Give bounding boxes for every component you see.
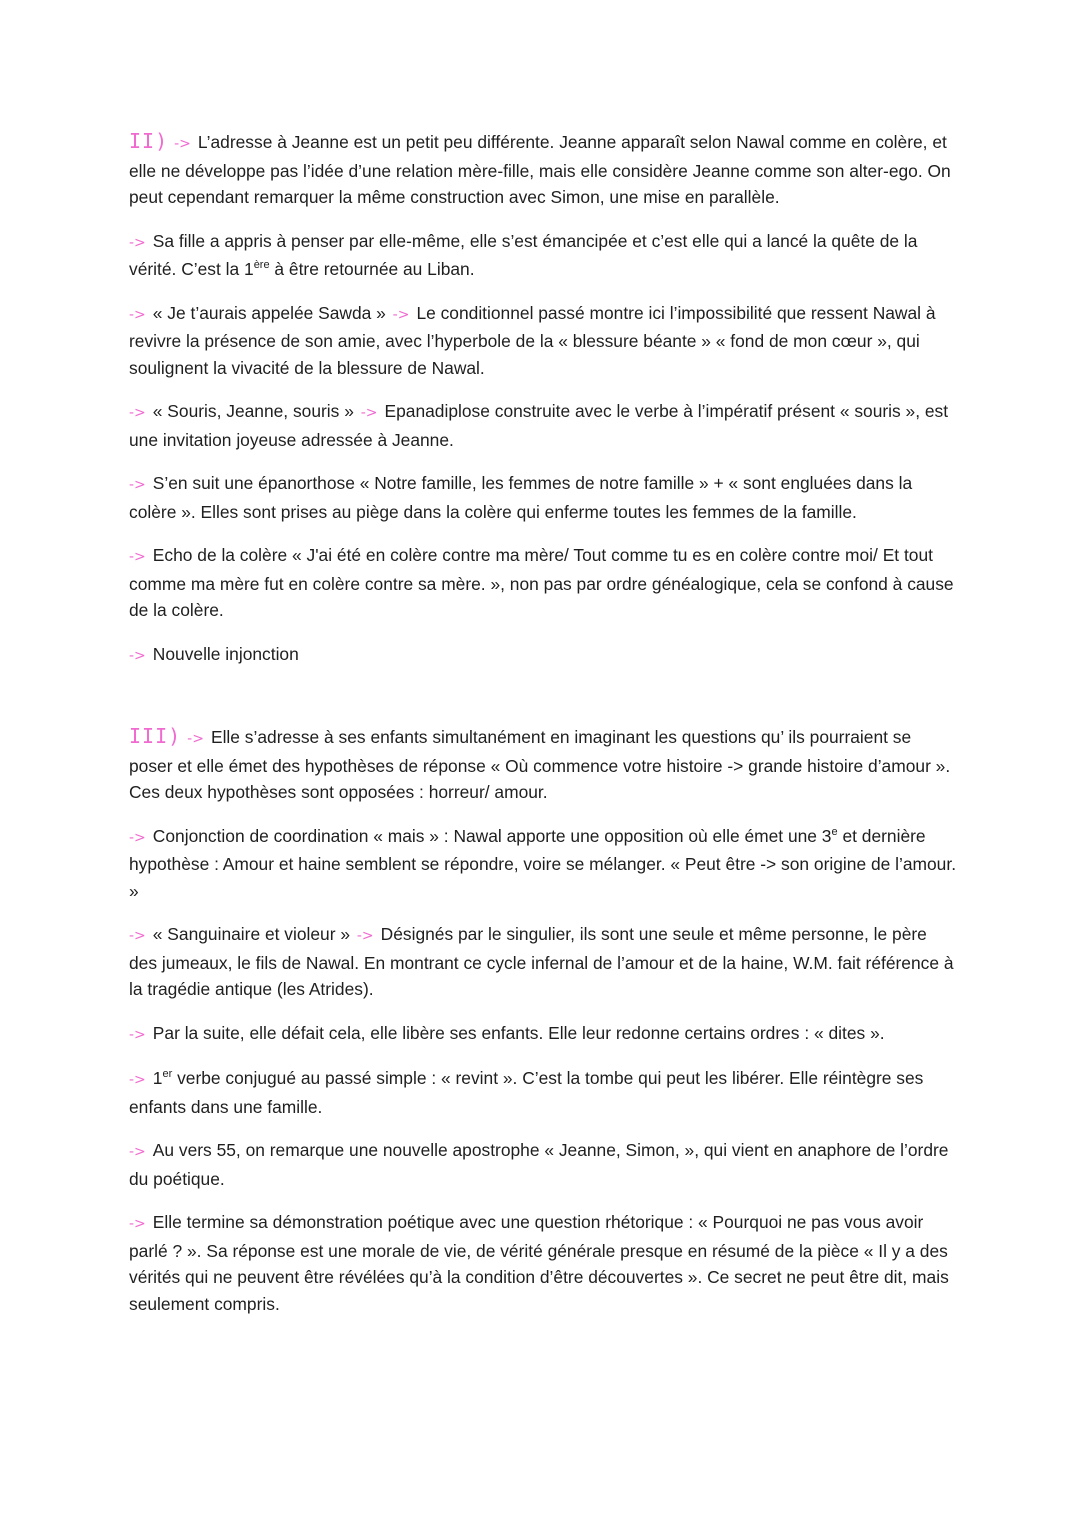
arrow-icon: -> (129, 306, 146, 323)
bullet-paragraph: -> « Sanguinaire et violeur » -> Désignés par le singulier, ils sont une seule et même personne, le père des jumeaux, le fils de Nawal. En montrant ce cycle infernal de l’amour et de la haine, W.M. fait référence à la tragédie antique (les Atrides). (129, 924, 954, 999)
document-page (129, 128, 957, 1334)
section-intro: III) -> Elle s’adresse à ses enfants simultanément en imaginant les questions qu’ ils pourraient se poser et elle émet des hypothèses de réponse « Où commence votre histoire -> grande histoire d’amour ». Ces deux hypothèses sont opposées : horreur/ amour. (129, 724, 951, 802)
arrow-icon: -> (129, 647, 146, 664)
arrow-icon: -> (129, 405, 146, 421)
section-iii (129, 723, 957, 1317)
bullet-paragraph: -> S’en suit une épanorthose « Notre famille, les femmes de notre famille » + « sont engluées dans la colère ». Elles sont prises au piège dans la colère qui enferme toutes les femmes de la famille. (129, 473, 913, 522)
section-intro: II) -> L’adresse à Jeanne est un petit peu différente. Jeanne apparaît selon Nawal comme en colère, et elle ne développe pas l’idée d’une relation mère-fille, mais elle considère Jeanne comme son alter-ego. On peut cependant remarquer la même construction avec Simon, une mise en parallèle. (129, 129, 951, 207)
arrow-icon: -> (129, 1026, 146, 1043)
bullet-paragraph: -> Au vers 55, on remarque une nouvelle apostrophe « Jeanne, Simon, », qui vient en anaphore de l’ordre du poétique. (129, 1140, 949, 1189)
bullet-paragraph: -> « Je t’aurais appelée Sawda » -> Le conditionnel passé montre ici l’impossibilité que ressent Nawal à revivre la présence de son amie, avec l’hyperbole de la « blessure béante » « fond de mon cœur », qui soulignent la vivacité de la blessure de Nawal. (129, 302, 936, 378)
arrow-icon: -> (187, 731, 204, 747)
arrow-icon: -> (129, 549, 146, 565)
arrow-icon: -> (129, 477, 146, 493)
arrow-icon: -> (129, 1216, 146, 1232)
arrow-icon: -> (129, 928, 146, 944)
arrow-icon: -> (129, 234, 146, 251)
section-numeral: III) (129, 724, 182, 748)
arrow-icon: -> (129, 1072, 146, 1088)
bullet-paragraph: -> Echo de la colère « J'ai été en colère contre ma mère/ Tout comme tu es en colère contre moi/ Et tout comme ma mère fut en colère contre sa mère. », non pas par ordre généalogique, cela se confond à cause de la colère. (129, 545, 954, 620)
bullet-paragraph: -> Par la suite, elle défait cela, elle libère ses enfants. Elle leur redonne certains ordres : « dites ». (129, 1022, 885, 1043)
bullet-paragraph: -> Conjonction de coordination « mais » : Nawal apporte une opposition où elle émet une 3e et dernière hypothèse : Amour et haine semblent se répondre, voire se mélanger. « Peut être -> son origine de l’amour. » (129, 825, 957, 901)
section-ii (129, 128, 957, 669)
arrow-icon: -> (392, 306, 410, 323)
arrow-icon: -> (129, 1144, 146, 1160)
bullet-paragraph: -> Nouvelle injonction (129, 643, 299, 664)
bullet-paragraph: -> 1er verbe conjugué au passé simple : « revint ». C’est la tombe qui peut les libérer. Elle réintègre ses enfants dans une famille. (129, 1068, 924, 1117)
arrow-icon: -> (129, 829, 146, 846)
bullet-paragraph: -> Sa fille a appris à penser par elle-même, elle s’est émancipée et c’est elle qui a lancé la quête de la vérité. C’est la 1ère à être retournée au Liban. (129, 230, 918, 279)
arrow-icon: -> (174, 136, 191, 152)
section-numeral: II) (129, 129, 169, 153)
arrow-icon: -> (360, 405, 378, 421)
arrow-icon: -> (356, 928, 374, 944)
bullet-paragraph: -> Elle termine sa démonstration poétique avec une question rhétorique : « Pourquoi ne pas vous avoir parlé ? ». Sa réponse est une morale de vie, de vérité générale presque en résumé de la pièce « Il y a des vérités qui ne peuvent être révélées qu’à la condition d’être découvertes ». Ce secret ne peut être dit, mais seulement compris. (129, 1212, 949, 1314)
bullet-paragraph: -> « Souris, Jeanne, souris » -> Epanadiplose construite avec le verbe à l’impératif présent « souris », est une invitation joyeuse adressée à Jeanne. (129, 401, 949, 450)
